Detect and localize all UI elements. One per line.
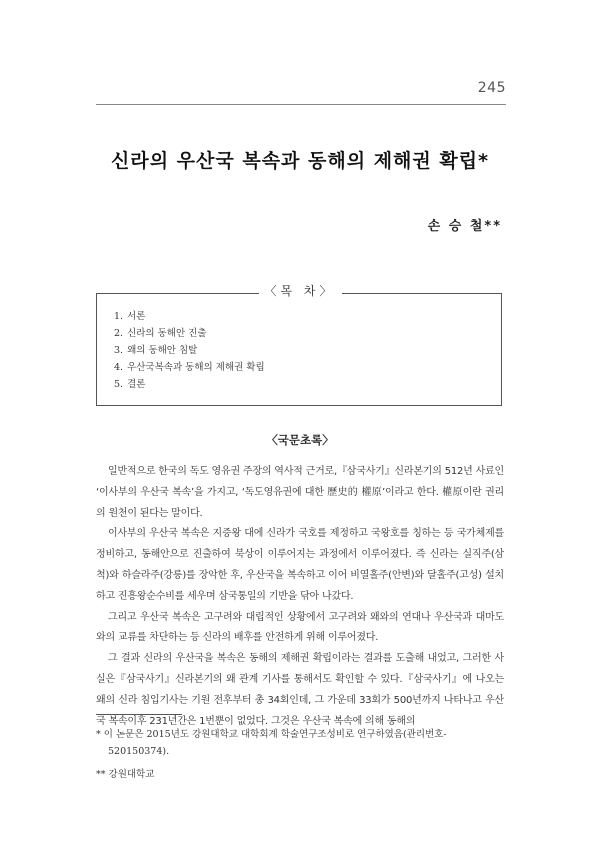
paper-title: 신라의 우산국 복속과 동해의 제해권 확립*	[110, 150, 490, 172]
toc-item	[114, 376, 265, 393]
toc-item-number: 2.	[114, 328, 124, 339]
toc-item	[114, 342, 265, 359]
page-number: 245	[477, 80, 506, 96]
toc-item-label: 우산국복속과 동해의 제해권 확립	[127, 362, 265, 373]
toc-item-number: 5.	[114, 379, 124, 390]
abstract-paragraph: 그 결과 신라의 우산국을 복속은 동해의 제해권 확립이라는 결과를 도출해 내었고, 그러한 사실은『삼국사기』신라본기의 왜 관계 기사를 통해서도 확인할 수 있다.『삼국사기』에 나오는 왜의 신라 침입기사는 기원 전후부터 총 34회인데, 그 가운데 33회가 500년까지 나타나고 우산국 복속이후 231년간은 1번뿐이 없었다. 그것은 우산국 복속에 의해 동해의	[96, 653, 504, 727]
abstract-heading: 〈국문초록〉	[266, 433, 334, 447]
footnote-affiliation: ** 강원대학교	[96, 769, 155, 780]
toc-item-number: 1.	[114, 311, 124, 322]
toc-item	[114, 325, 265, 342]
toc-heading-label: 〈목 차〉	[259, 284, 342, 298]
toc-list	[114, 308, 265, 393]
toc-item	[114, 308, 265, 325]
author-name: 손 승 철**	[427, 219, 502, 234]
header-rule	[96, 104, 506, 105]
toc-item	[114, 359, 265, 376]
footnote-funding: * 이 논문은 2015년도 강원대학교 대학회계 학술연구조성비로 연구하였음(관리번호- 520150374).	[96, 729, 447, 757]
toc-item-label: 왜의 동해안 침탈	[127, 345, 198, 356]
toc-heading	[0, 282, 600, 299]
footnote-rule	[96, 714, 182, 715]
toc-item-label: 결론	[127, 379, 146, 390]
toc-item-number: 4.	[114, 362, 124, 373]
abstract-paragraph: 이사부의 우산국 복속은 지증왕 대에 신라가 국호를 제정하고 국왕호를 칭하는 등 국가체제를 정비하고, 동해안으로 진출하여 북상이 이루어지는 과정에서 이루어졌다. 즉 신라는 실직주(삼척)와 하슬라주(강릉)를 장악한 후, 우산국을 복속하고 이어 비열홀주(안변)와 달홀주(고성) 설치하고 진흥왕순수비를 세우며 삼국통일의 기반을 닦아 나갔다.	[96, 528, 504, 602]
footnotes	[96, 726, 506, 783]
abstract-paragraph: 그리고 우산국 복속은 고구려와 대립적인 상황에서 고구려와 왜와의 연대나 우산국과 대마도와의 교류를 차단하는 등 신라의 배후를 안전하게 위해 이루어졌다.	[96, 611, 504, 644]
toc-item-number: 3.	[114, 345, 124, 356]
toc-item-label: 서론	[127, 311, 146, 322]
abstract-body	[96, 462, 504, 732]
toc-item-label: 신라의 동해안 진출	[127, 328, 207, 339]
abstract-paragraph: 일반적으로 한국의 독도 영유권 주장의 역사적 근거로,『삼국사기』신라본기의 512년 사료인 ‘이사부의 우산국 복속’을 가지고, ‘독도영유권에 대한 歷史的 權原’이라고 한다. 權原이란 권리의 원천이 된다는 말이다.	[96, 466, 504, 519]
